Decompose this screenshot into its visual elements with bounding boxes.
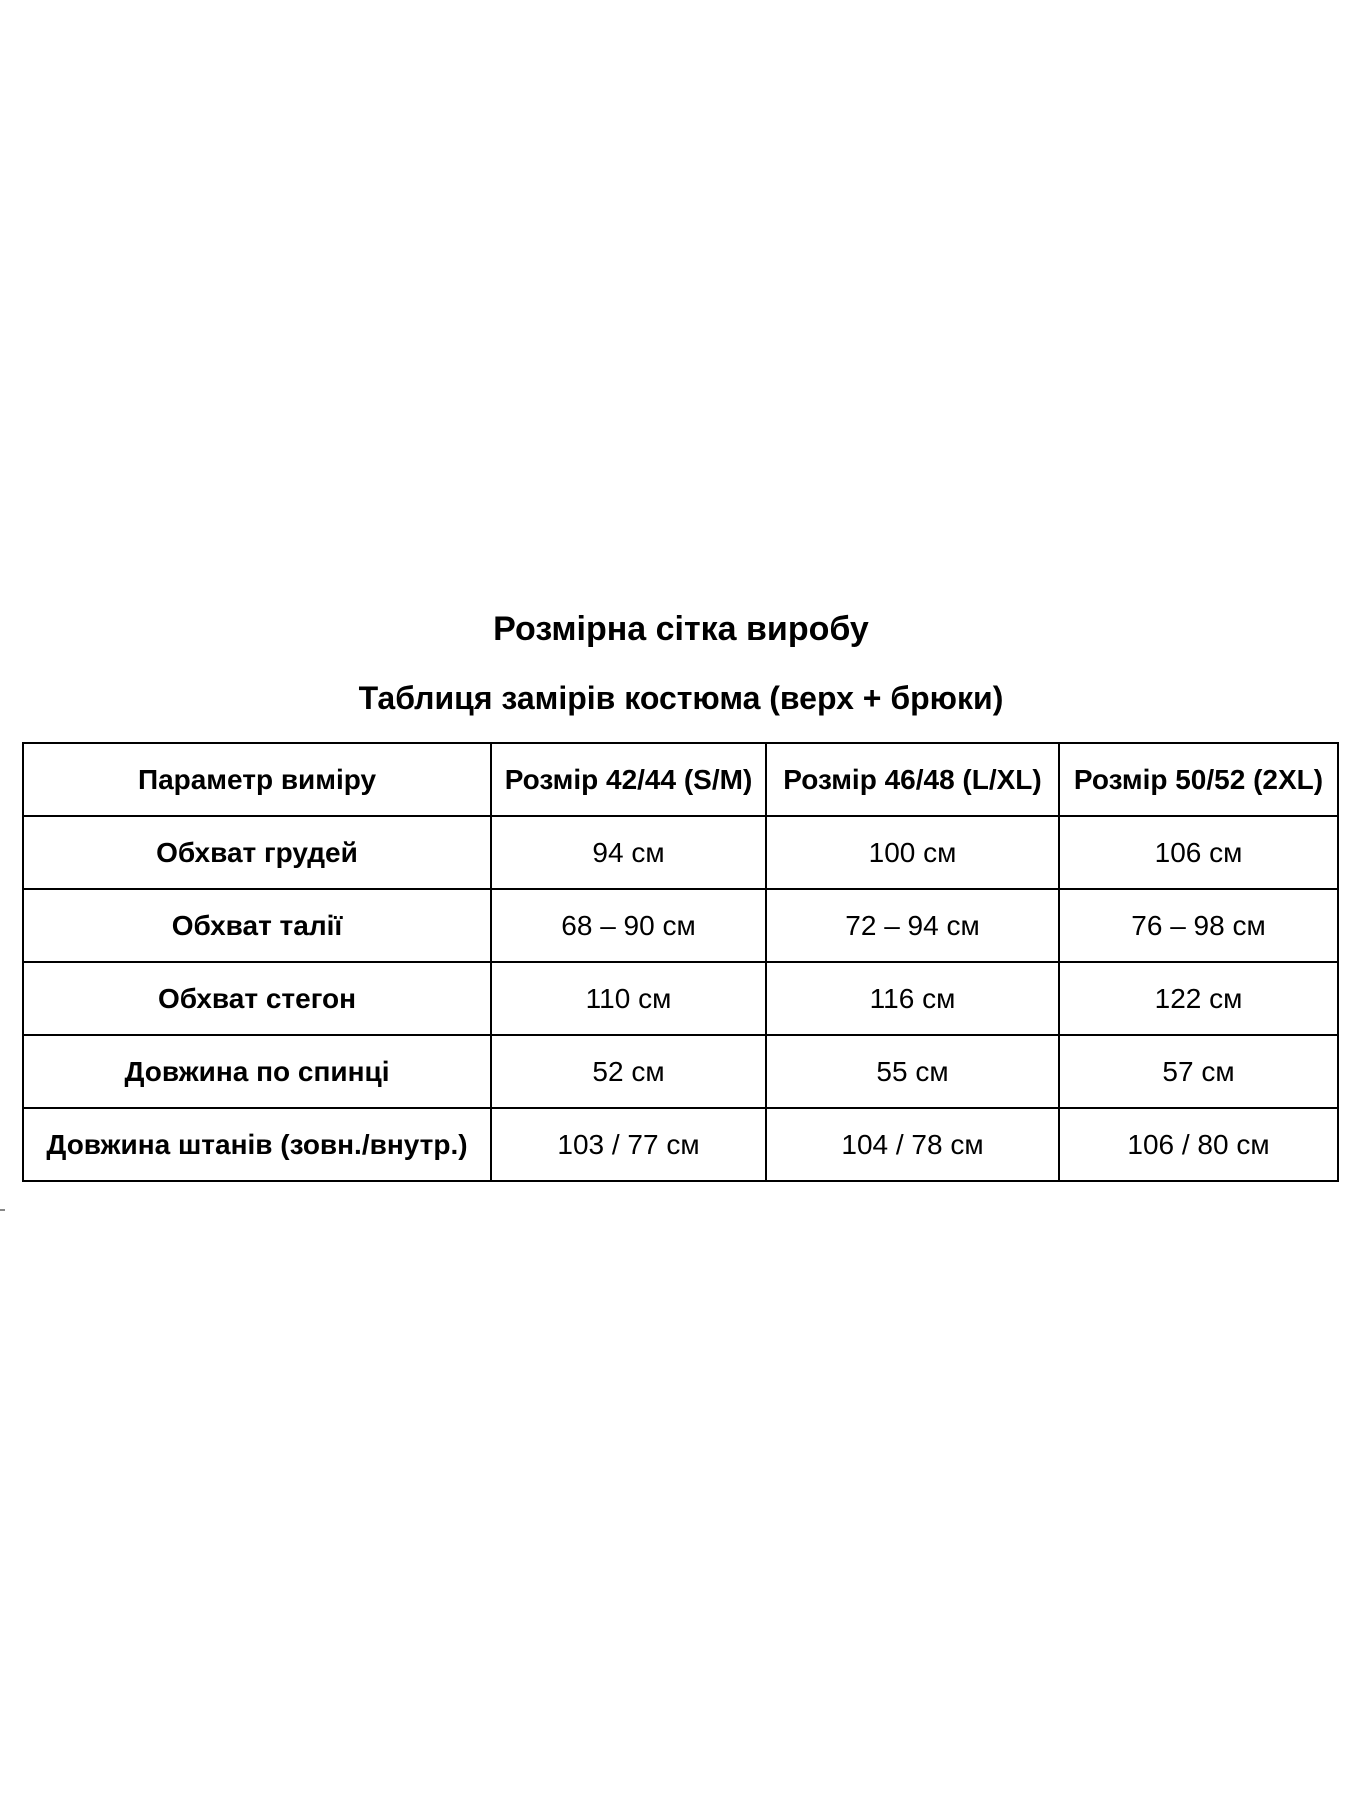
table-cell: 116 см bbox=[766, 962, 1059, 1035]
table-cell: 55 см bbox=[766, 1035, 1059, 1108]
table-row bbox=[23, 962, 1338, 1035]
row-label: Довжина по спинці bbox=[23, 1035, 491, 1108]
table-cell: 103 / 77 см bbox=[491, 1108, 766, 1181]
row-label: Довжина штанів (зовн./внутр.) bbox=[23, 1108, 491, 1181]
page-title: Розмірна сітка виробу bbox=[493, 610, 869, 648]
table-cell: 100 см bbox=[766, 816, 1059, 889]
table-cell: 76 – 98 см bbox=[1059, 889, 1338, 962]
table-row bbox=[23, 816, 1338, 889]
header-size-s-m: Розмір 42/44 (S/M) bbox=[491, 743, 766, 816]
header-size-2xl: Розмір 50/52 (2XL) bbox=[1059, 743, 1338, 816]
table-cell: 110 см bbox=[491, 962, 766, 1035]
table-row bbox=[23, 1108, 1338, 1181]
table-cell: 72 – 94 см bbox=[766, 889, 1059, 962]
table-cell: 52 см bbox=[491, 1035, 766, 1108]
edge-mark bbox=[0, 1209, 5, 1211]
table-cell: 68 – 90 см bbox=[491, 889, 766, 962]
table-header-row bbox=[23, 743, 1338, 816]
table-cell: 106 см bbox=[1059, 816, 1338, 889]
table-cell: 94 см bbox=[491, 816, 766, 889]
header-parameter: Параметр виміру bbox=[23, 743, 491, 816]
header-size-l-xl: Розмір 46/48 (L/XL) bbox=[766, 743, 1059, 816]
page-subtitle: Таблиця замірів костюма (верх + брюки) bbox=[358, 680, 1004, 716]
row-label: Обхват талії bbox=[23, 889, 491, 962]
table-cell: 122 см bbox=[1059, 962, 1338, 1035]
table-cell: 104 / 78 см bbox=[766, 1108, 1059, 1181]
table-cell: 57 см bbox=[1059, 1035, 1338, 1108]
table-cell: 106 / 80 см bbox=[1059, 1108, 1338, 1181]
row-label: Обхват стегон bbox=[23, 962, 491, 1035]
size-chart-table bbox=[22, 742, 1339, 1182]
table-row bbox=[23, 1035, 1338, 1108]
row-label: Обхват грудей bbox=[23, 816, 491, 889]
table-row bbox=[23, 889, 1338, 962]
